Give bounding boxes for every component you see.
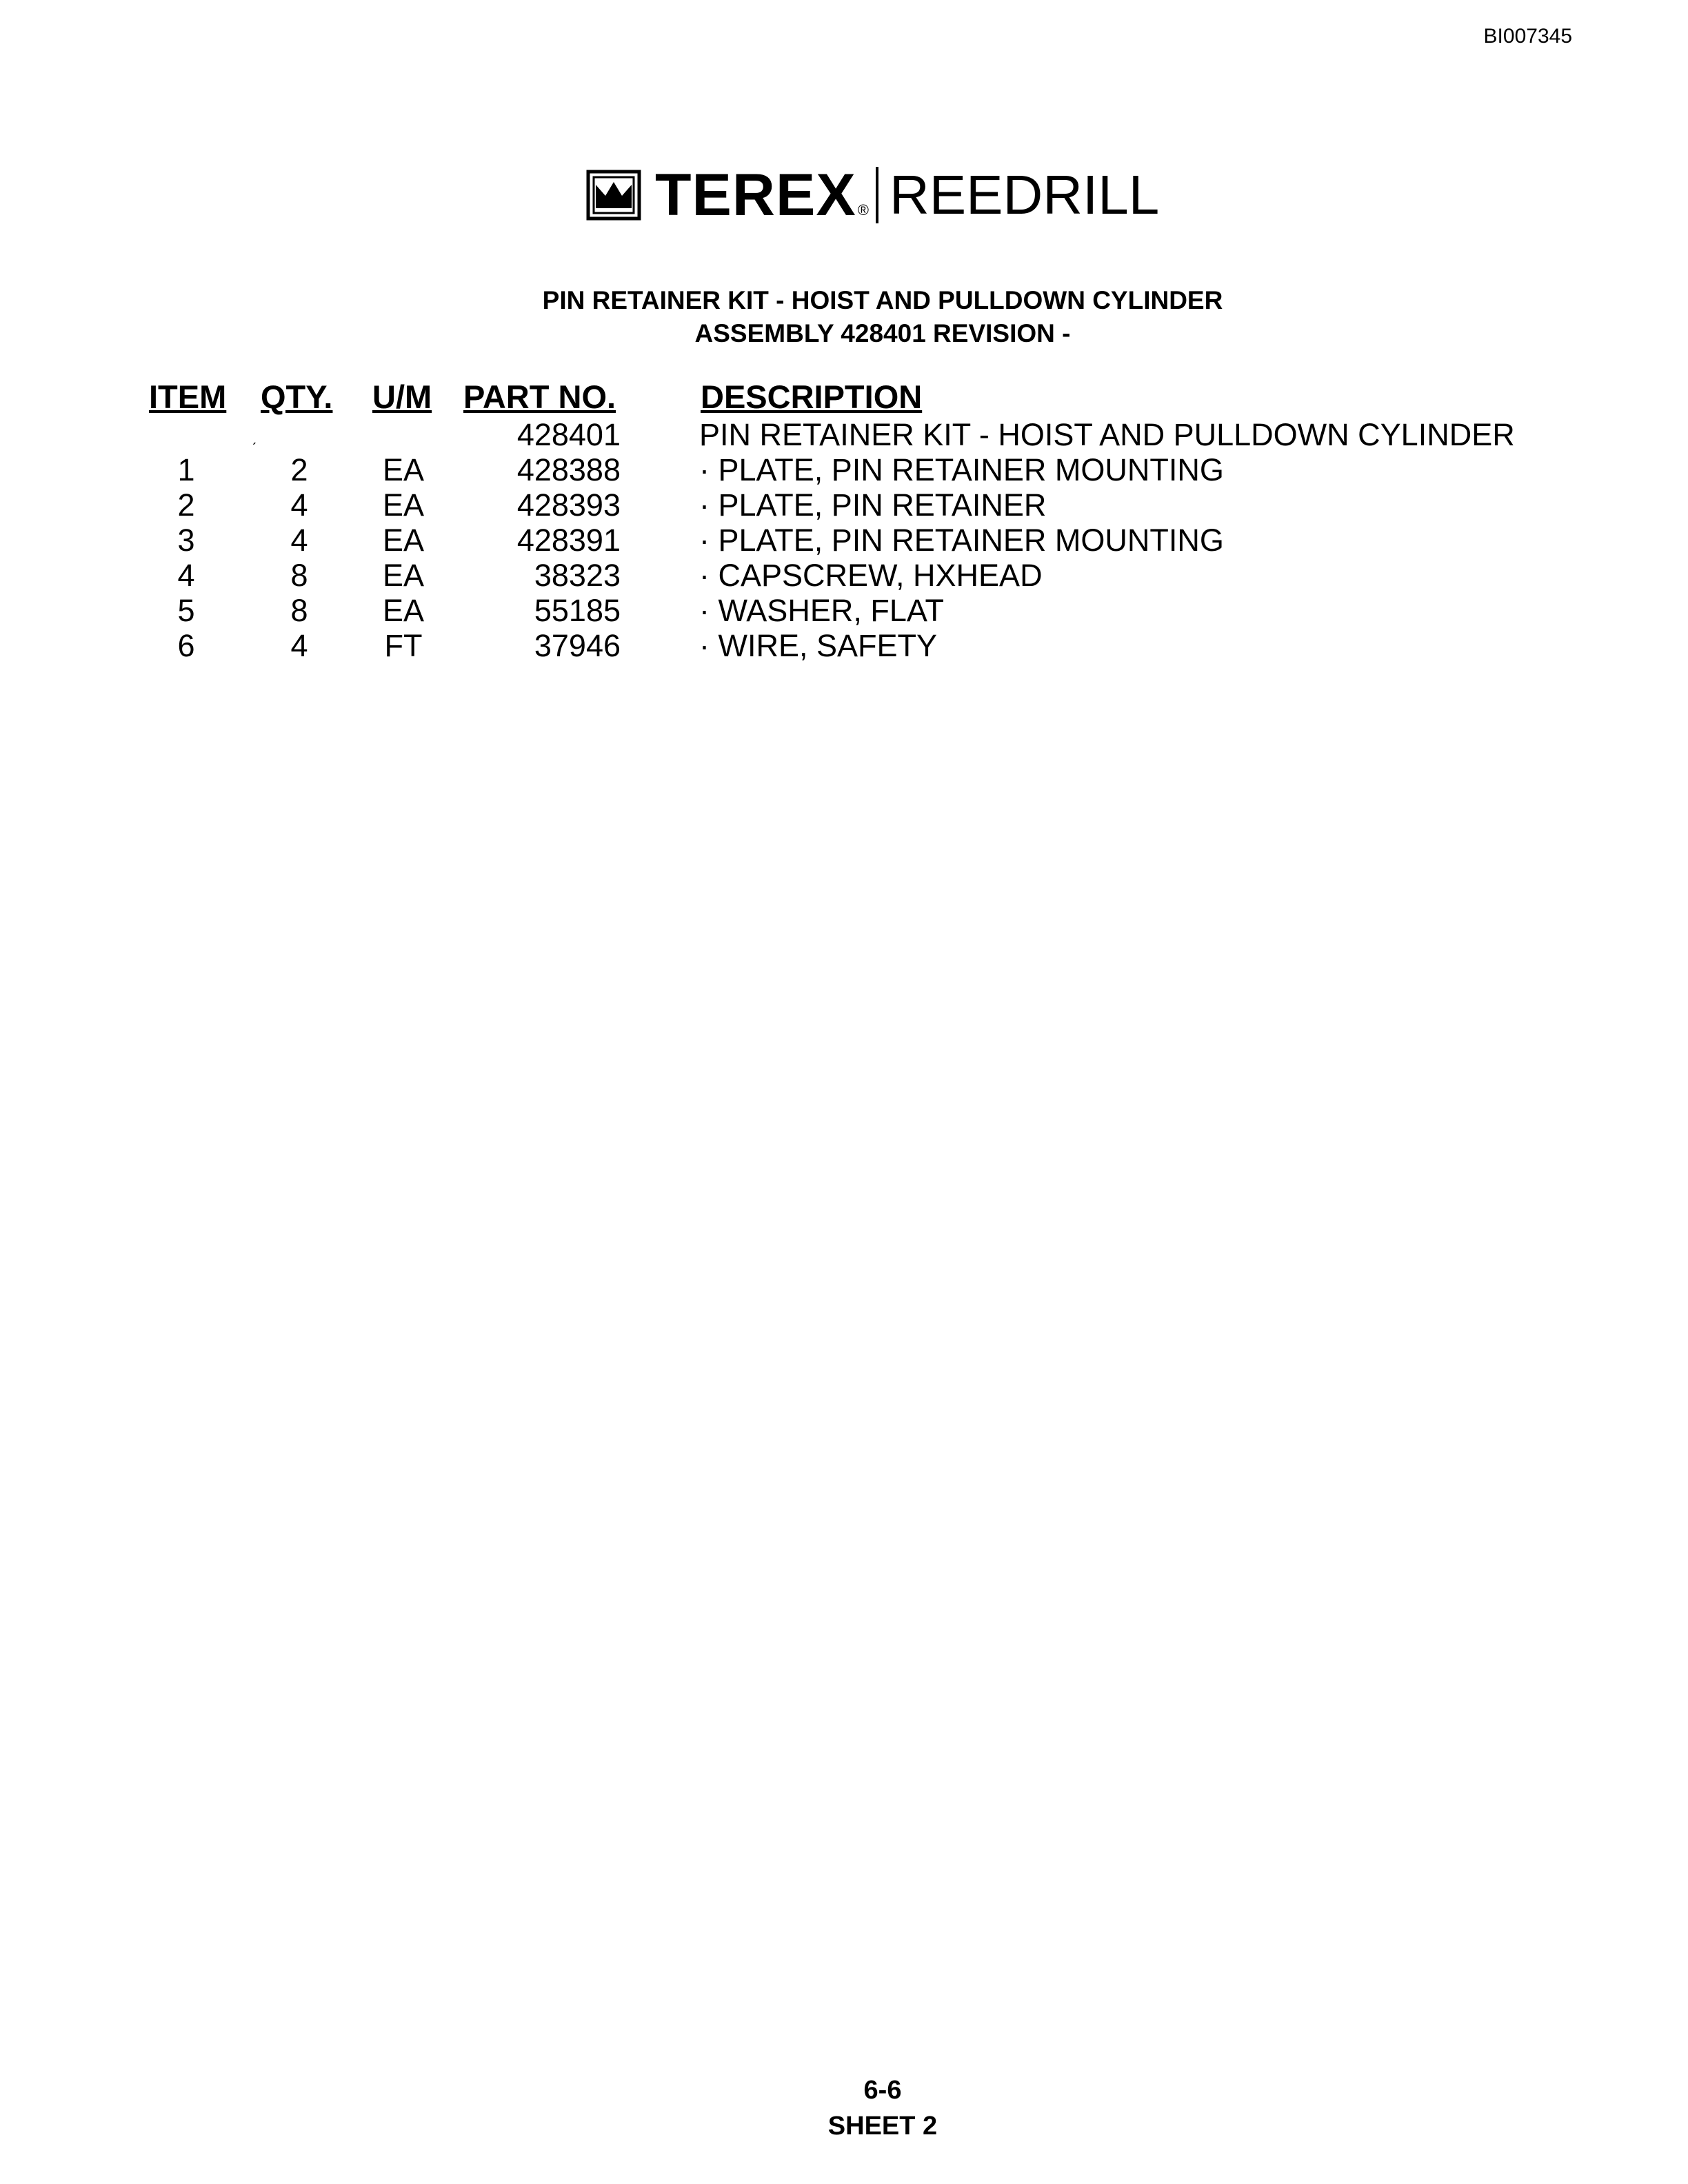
qty-cell: 4 [290, 487, 308, 523]
um-cell: EA [382, 487, 425, 523]
qty-cell: 8 [290, 593, 308, 628]
terex-crown-icon [586, 170, 641, 221]
sheet-number: SHEET 2 [827, 2112, 938, 2141]
um-cell: EA [382, 452, 425, 487]
logo-brand: TEREX [655, 162, 856, 228]
column-header-qty: QTY. [261, 378, 333, 415]
column-header-item: ITEM [149, 378, 227, 415]
column-header-part-no: PART NO. [463, 378, 616, 415]
logo-subbrand: REEDRILL [889, 164, 1160, 225]
description-cell: PIN RETAINER KIT - HOIST AND PULLDOWN CYLINDER [699, 417, 1515, 452]
qty-cell: 8 [290, 558, 308, 593]
title-line-2: ASSEMBLY 428401 REVISION - [694, 319, 1071, 347]
page-number: 6-6 [863, 2076, 902, 2105]
item-cell: 5 [177, 593, 195, 628]
logo-divider [876, 167, 878, 223]
qty-cell: 4 [290, 628, 308, 663]
description-cell: · PLATE, PIN RETAINER [699, 487, 1047, 523]
qty-cell: 4 [290, 523, 308, 558]
um-cell: EA [382, 523, 425, 558]
item-cell: 3 [177, 523, 195, 558]
description-cell: · WIRE, SAFETY [699, 628, 938, 663]
part-no-cell: 55185 [534, 593, 621, 628]
column-header-description: DESCRIPTION [701, 378, 923, 415]
registered-mark: ® [857, 201, 869, 219]
description-cell: · PLATE, PIN RETAINER MOUNTING [699, 523, 1224, 558]
document-title [0, 284, 1688, 350]
column-header-um: U/M [372, 378, 432, 415]
qty-cell: 2 [290, 452, 308, 487]
part-no-cell: 428391 [516, 523, 621, 558]
description-cell: · WASHER, FLAT [699, 593, 945, 628]
um-cell: EA [382, 558, 425, 593]
part-no-cell: 428393 [516, 487, 621, 523]
title-line-1: PIN RETAINER KIT - HOIST AND PULLDOWN CYLINDER [542, 286, 1223, 314]
item-cell: 2 [177, 487, 195, 523]
part-no-cell: 428401 [516, 417, 621, 452]
document-id: BI007345 [1483, 25, 1572, 48]
um-cell: EA [382, 593, 425, 628]
description-cell: · PLATE, PIN RETAINER MOUNTING [699, 452, 1224, 487]
item-cell: 4 [177, 558, 195, 593]
part-no-cell: 37946 [534, 628, 621, 663]
description-cell: · CAPSCREW, HXHEAD [699, 558, 1043, 593]
page-footer [0, 2072, 1688, 2144]
item-cell: 6 [177, 628, 195, 663]
stray-mark: ˊ [252, 440, 257, 457]
terex-reedrill-logo [586, 164, 1159, 226]
um-cell: FT [384, 628, 423, 663]
item-cell: 1 [177, 452, 195, 487]
part-no-cell: 38323 [534, 558, 621, 593]
part-no-cell: 428388 [516, 452, 621, 487]
